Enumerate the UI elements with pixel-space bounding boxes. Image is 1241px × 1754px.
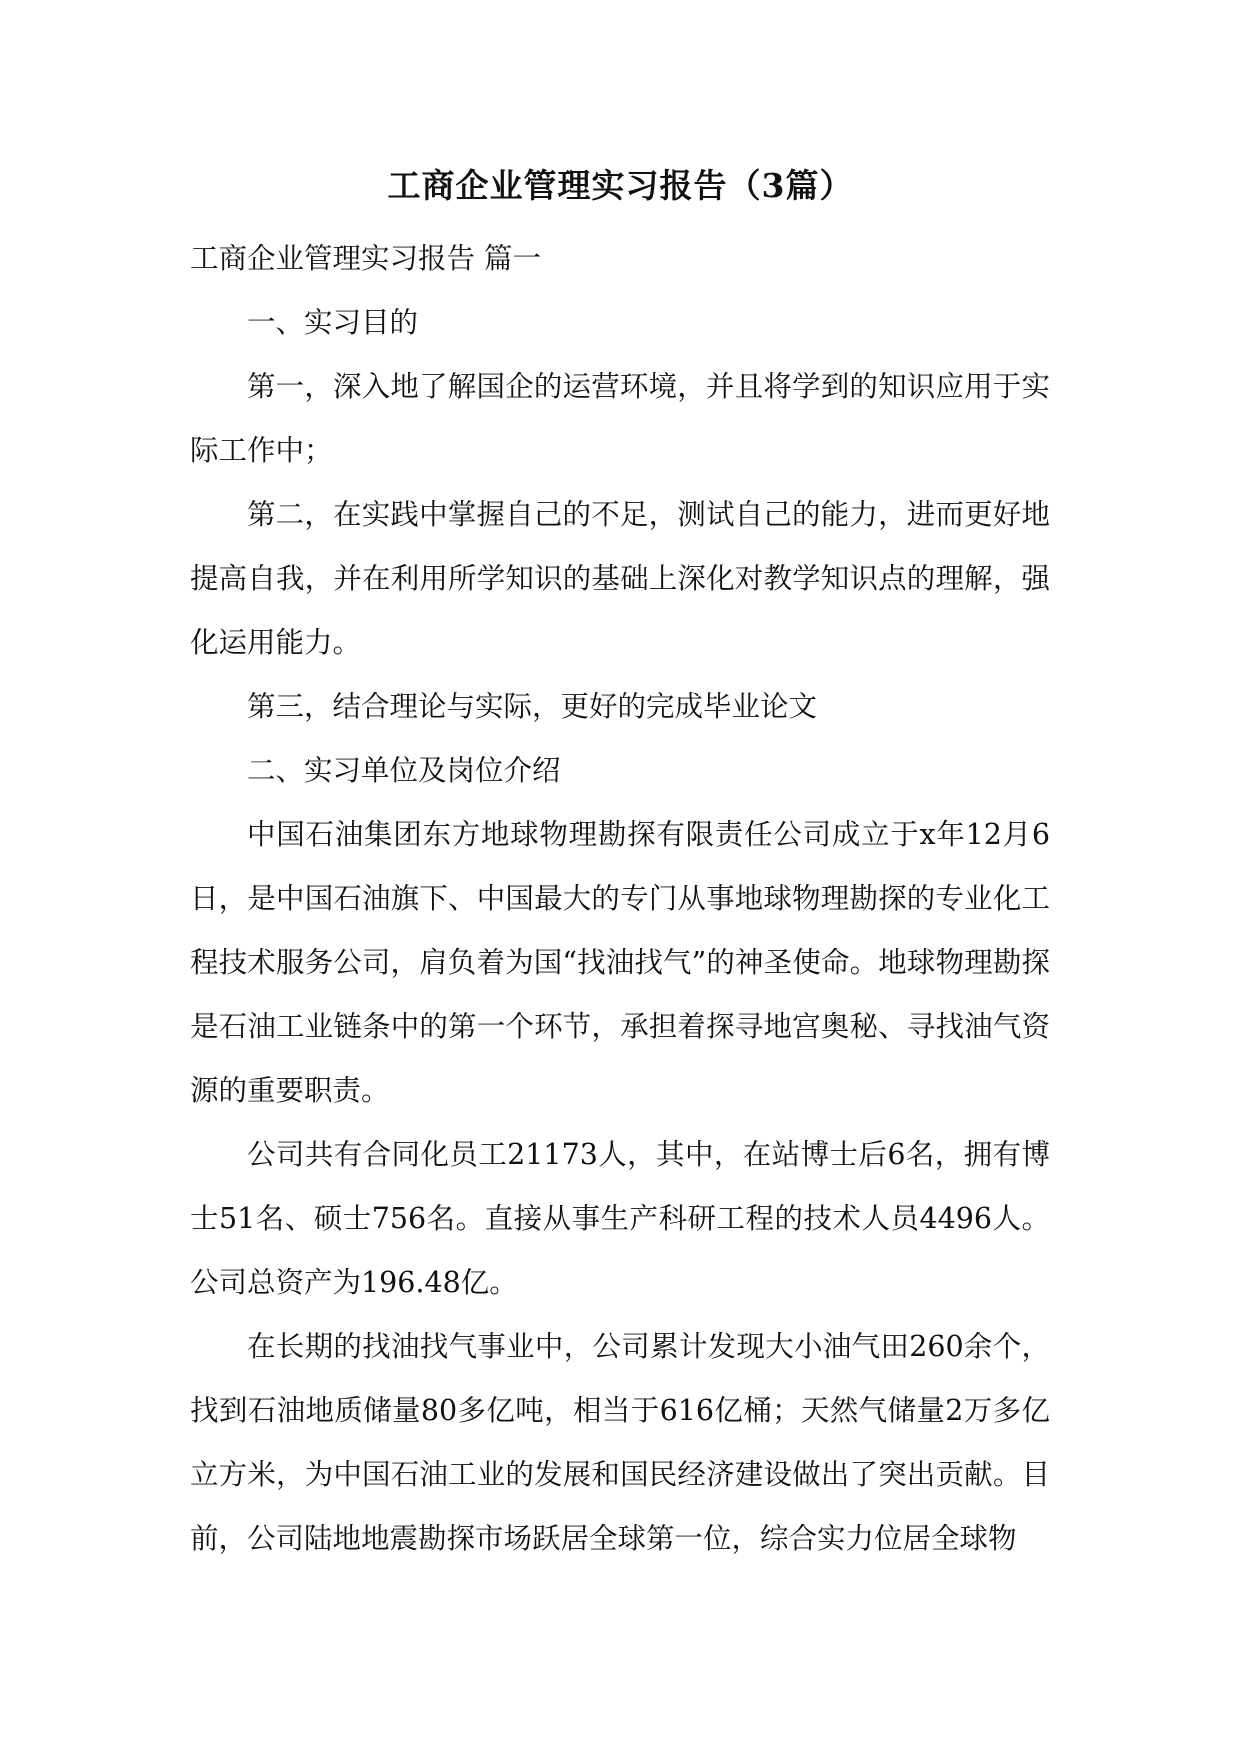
paragraph: 第三，结合理论与实际，更好的完成毕业论文 (247, 690, 818, 723)
paragraph-heading-unit: 二、实习单位及岗位介绍 (247, 754, 561, 787)
paragraph: 公司共有合同化员工21173人，其中，在站博士后6名，拥有博士51名、硕士756名。直接从事生产科研工程的技术人员4496人。公司总资产为196.48亿。 (190, 1138, 1050, 1299)
paragraph: 在长期的找油找气事业中，公司累计发现大小油气田260余个，找到石油地质储量80多亿吨，相当于616亿桶；天然气储量2万多亿立方米，为中国石油工业的发展和国民经济建设做出了突出贡献。目前，公司陆地地震勘探市场跃居全球第一位，综合实力位居全球物 (190, 1330, 1050, 1555)
paragraph-heading-purpose: 一、实习目的 (247, 306, 419, 339)
paragraph: 第一，深入地了解国企的运营环境，并且将学到的知识应用于实际工作中； (190, 370, 1050, 467)
document-title: 工商企业管理实习报告（3篇） (387, 166, 854, 205)
paragraph: 第二，在实践中掌握自己的不足，测试自己的能力，进而更好地提高自我，并在利用所学知识的基础上深化对教学知识点的理解，强化运用能力。 (190, 498, 1050, 659)
section-heading: 工商企业管理实习报告 篇一 (190, 242, 542, 275)
document-body (190, 227, 1050, 1571)
paragraph: 中国石油集团东方地球物理勘探有限责任公司成立于x年12月6日，是中国石油旗下、中国最大的专门从事地球物理勘探的专业化工程技术服务公司，肩负着为国“找油找气”的神圣使命。地球物理勘探是石油工业链条中的第一个环节，承担着探寻地宫奥秘、寻找油气资源的重要职责。 (190, 818, 1050, 1107)
